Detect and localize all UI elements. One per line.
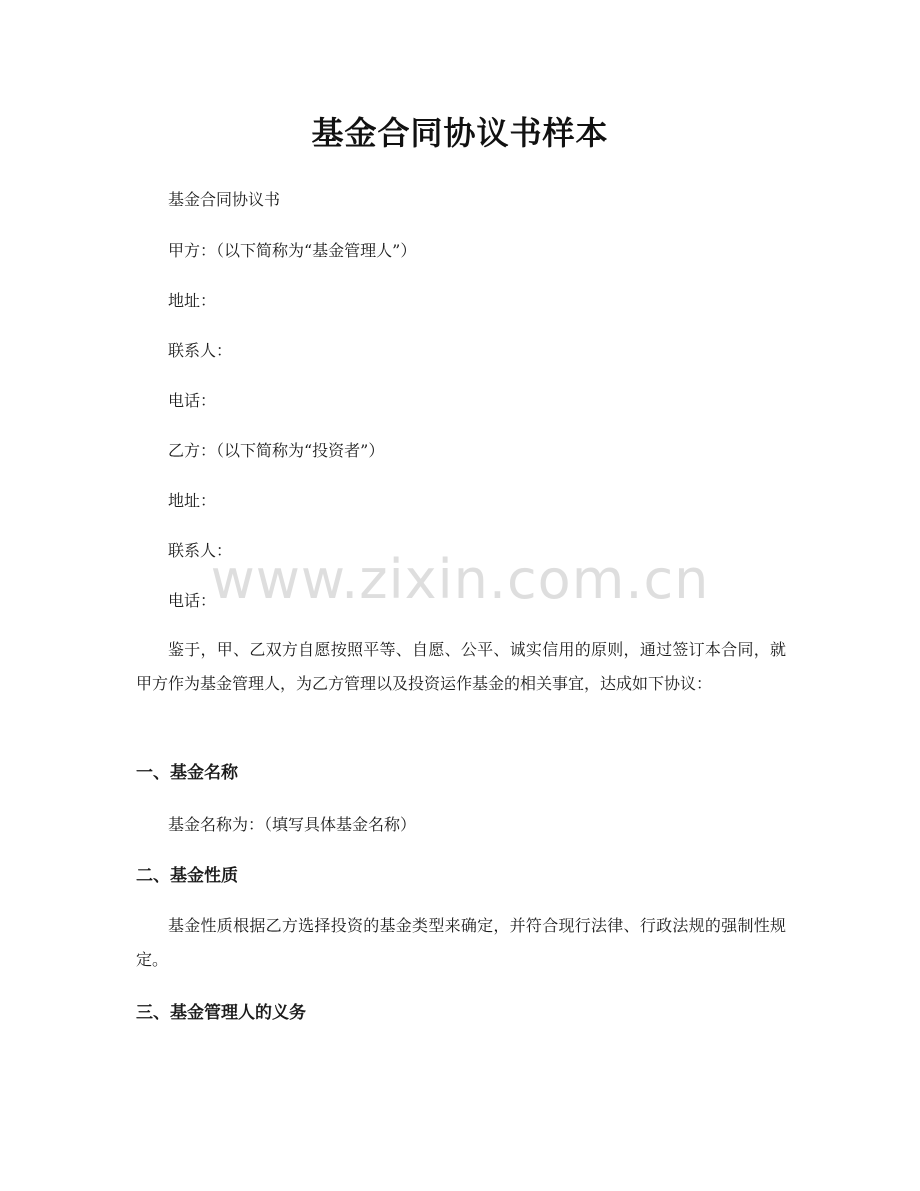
contact-b-line: 联系人：: [168, 541, 233, 560]
document-title: 基金合同协议书样本: [311, 114, 609, 152]
intro-paragraph: 鉴于，甲、乙双方自愿按照平等、自愿、公平、诚实信用的原则，通过签订本合同，就甲方作为基金管理人，为乙方管理以及投资运作基金的相关事宜，达成如下协议：: [136, 640, 786, 693]
party-a-line: 甲方：（以下简称为“基金管理人”）: [168, 241, 417, 260]
address-a-line: 地址：: [168, 291, 217, 310]
phone-a-line: 电话：: [168, 391, 217, 410]
contact-a-line: 联系人：: [168, 341, 233, 360]
party-b-line: 乙方：（以下简称为“投资者”）: [168, 441, 385, 460]
watermark: www.zixin.com.cn: [210, 548, 710, 611]
section-heading-fund-nature: 二、基金性质: [136, 866, 238, 886]
section-body-fund-nature: 基金性质根据乙方选择投资的基金类型来确定，并符合现行法律、行政法规的强制性规定。: [136, 916, 786, 969]
address-b-line: 地址：: [168, 491, 217, 510]
section-heading-fund-name: 一、基金名称: [136, 763, 238, 783]
phone-b-line: 电话：: [168, 591, 217, 610]
doc-name-line: 基金合同协议书: [168, 190, 281, 209]
section-heading-manager-duties: 三、基金管理人的义务: [136, 1003, 306, 1023]
section-body-fund-name: 基金名称为：（填写具体基金名称）: [168, 815, 417, 834]
